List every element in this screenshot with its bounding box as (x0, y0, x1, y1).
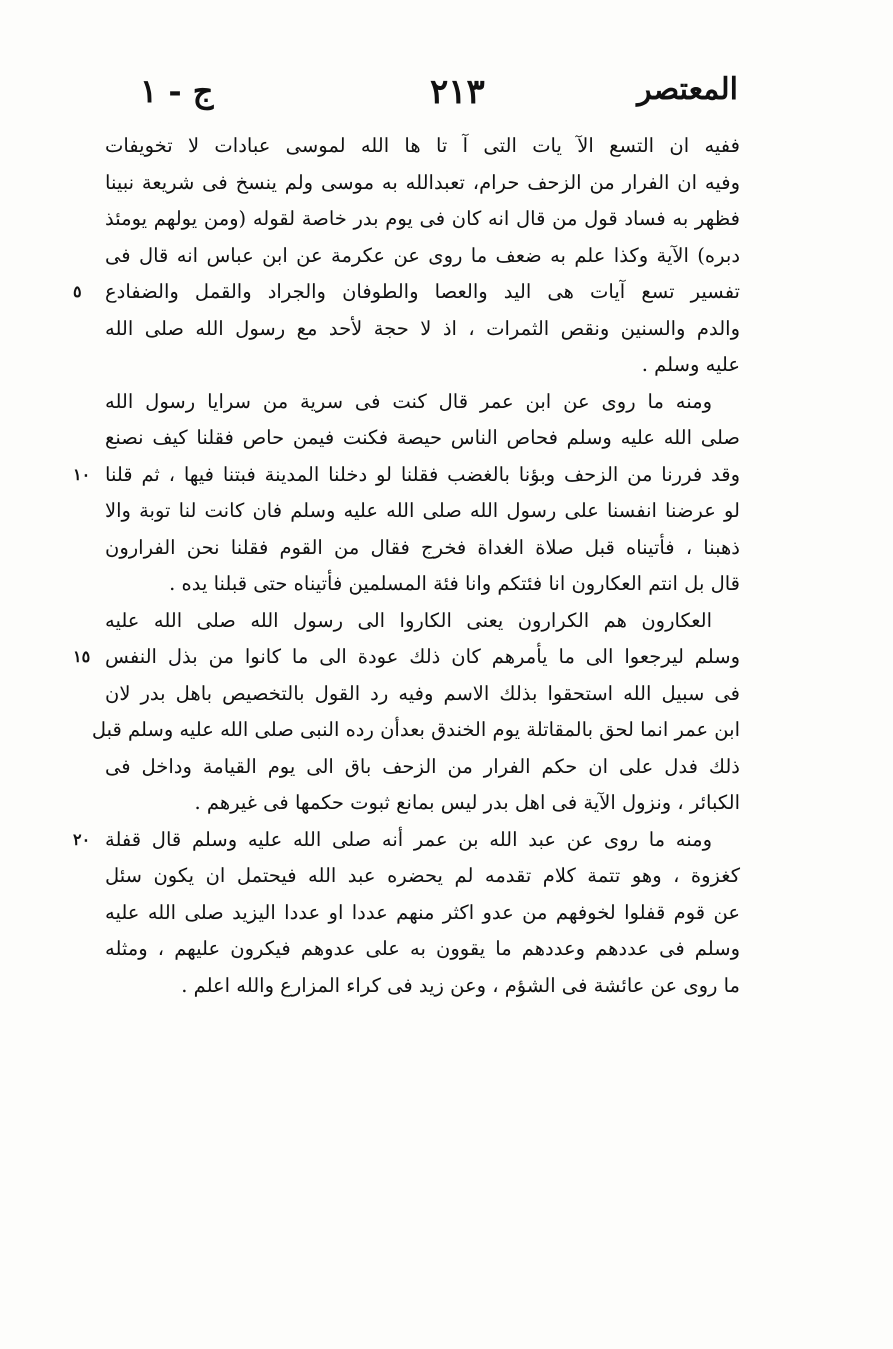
line-text: فى سبيل الله استحقوا بذلك الاسم وفيه رد القول بالتخصيص باهل بدر لان (105, 681, 740, 705)
text-line (105, 566, 740, 603)
line-text: دبره) الآية وكذا علم به ضعف ما روى عن عكرمة عن ابن عباس انه قال فى (105, 243, 740, 267)
line-number-marker: ٥ (73, 282, 82, 301)
text-line (105, 493, 740, 530)
line-number-marker: ١٥ (73, 647, 91, 666)
text-line (105, 530, 740, 567)
text-line (105, 603, 740, 640)
text-line (105, 931, 740, 968)
line-text: والدم والسنين ونقص الثمرات ، اذ لا حجة لأحد مع رسول الله صلى الله (105, 316, 740, 340)
text-line (105, 384, 740, 421)
text-line (105, 128, 740, 165)
text-line (105, 165, 740, 202)
text-line (105, 238, 740, 275)
line-text: وقد فررنا من الزحف وبؤنا بالغضب فقلنا لو دخلنا المدينة فبتنا فيها ، ثم قلنا (105, 462, 740, 486)
text-line (105, 676, 740, 713)
page-header (140, 72, 738, 122)
line-text: وفيه ان الفرار من الزحف حرام، تعبدالله به موسى ولم ينسخ فى شريعة نبينا (105, 170, 740, 194)
text-line (105, 201, 740, 238)
line-text: ومنه ما روى عن عبد الله بن عمر أنه صلى الله عليه وسلم قال قفلة (105, 827, 712, 851)
line-text: ومنه ما روى عن ابن عمر قال كنت فى سرية من سرايا رسول الله (105, 389, 712, 413)
line-text: صلى الله عليه وسلم فحاص الناس حيصة فكنت فيمن حاص فقلنا كيف نصنع (105, 426, 740, 449)
line-text: كغزوة ، وهو تتمة كلام تقدمه لم يحضره عبد الله فيحتمل ان يكون سئل (105, 864, 740, 887)
line-text: ما روى عن عائشة فى الشؤم ، وعن زيد فى كراء المزارع والله اعلم . (181, 973, 740, 997)
line-text: وسلم ليرجعوا الى ما يأمرهم كان ذلك عودة الى ما كانوا من بذل النفس (105, 645, 740, 668)
text-line (105, 895, 740, 932)
text-line (105, 420, 740, 457)
text-line (105, 311, 740, 348)
line-text: ذلك فدل على ان حكم الفرار من الزحف باق الى يوم القيامة وداخل فى (105, 754, 740, 778)
line-text: لو عرضنا انفسنا على رسول الله صلى الله عليه وسلم فان كانت لنا توبة والا (105, 499, 740, 522)
line-text: تفسير تسع آيات هى اليد والعصا والطوفان والجراد والقمل والضفادع (105, 280, 740, 303)
line-text: ذهبنا ، فأتيناه قبل صلاة الغداة فخرج فقال من القوم فقلنا نحن الفرارون (105, 535, 740, 559)
text-line (105, 858, 740, 895)
line-text: عليه وسلم . (641, 353, 740, 376)
text-line (73, 639, 740, 676)
page-body-text (73, 128, 740, 1004)
text-line (73, 822, 740, 859)
book-title: المعتصر (637, 72, 738, 107)
line-number-marker: ١٠ (73, 464, 91, 484)
text-line (73, 274, 740, 311)
text-line (105, 968, 740, 1005)
line-text: فظهر به فساد قول من قال انه كان فى يوم بدر خاصة لقوله (ومن يولهم يومئذ (105, 207, 740, 230)
line-text: ابن عمر انما لحق بالمقاتلة يوم الخندق بعدأن رده النبى صلى الله عليه وسلم قبل (91, 718, 740, 741)
line-text: العكارون هم الكرارون يعنى الكاروا الى رسول الله صلى الله عليه (105, 608, 712, 632)
line-text: عن قوم قفلوا لخوفهم من عدو اكثر منهم عددا او عددا اليزيد صلى الله عليه (105, 900, 740, 924)
line-text: قال بل انتم العكارون انا فئتكم وانا فئة المسلمين فأتيناه حتى قبلنا يده . (169, 572, 740, 595)
line-number-marker: ٢٠ (73, 829, 91, 849)
text-line (105, 749, 740, 786)
page-number: ٢١٣ (430, 72, 485, 112)
text-line (91, 712, 740, 749)
text-line (73, 457, 740, 494)
volume-label: ج - ١ (140, 72, 214, 110)
line-text: ففيه ان التسع الآ يات التى آ تا ها الله لموسى عبادات لا تخويفات (105, 134, 740, 157)
text-line (105, 347, 740, 384)
text-line (105, 785, 740, 822)
line-text: وسلم فى عددهم وعددهم ما يقوون به على عدوهم فيكرون عليهم ، ومثله (105, 937, 740, 960)
line-text: الكبائر ، ونزول الآية فى اهل بدر ليس بمانع ثبوت حكمها فى غيرهم . (194, 791, 740, 814)
